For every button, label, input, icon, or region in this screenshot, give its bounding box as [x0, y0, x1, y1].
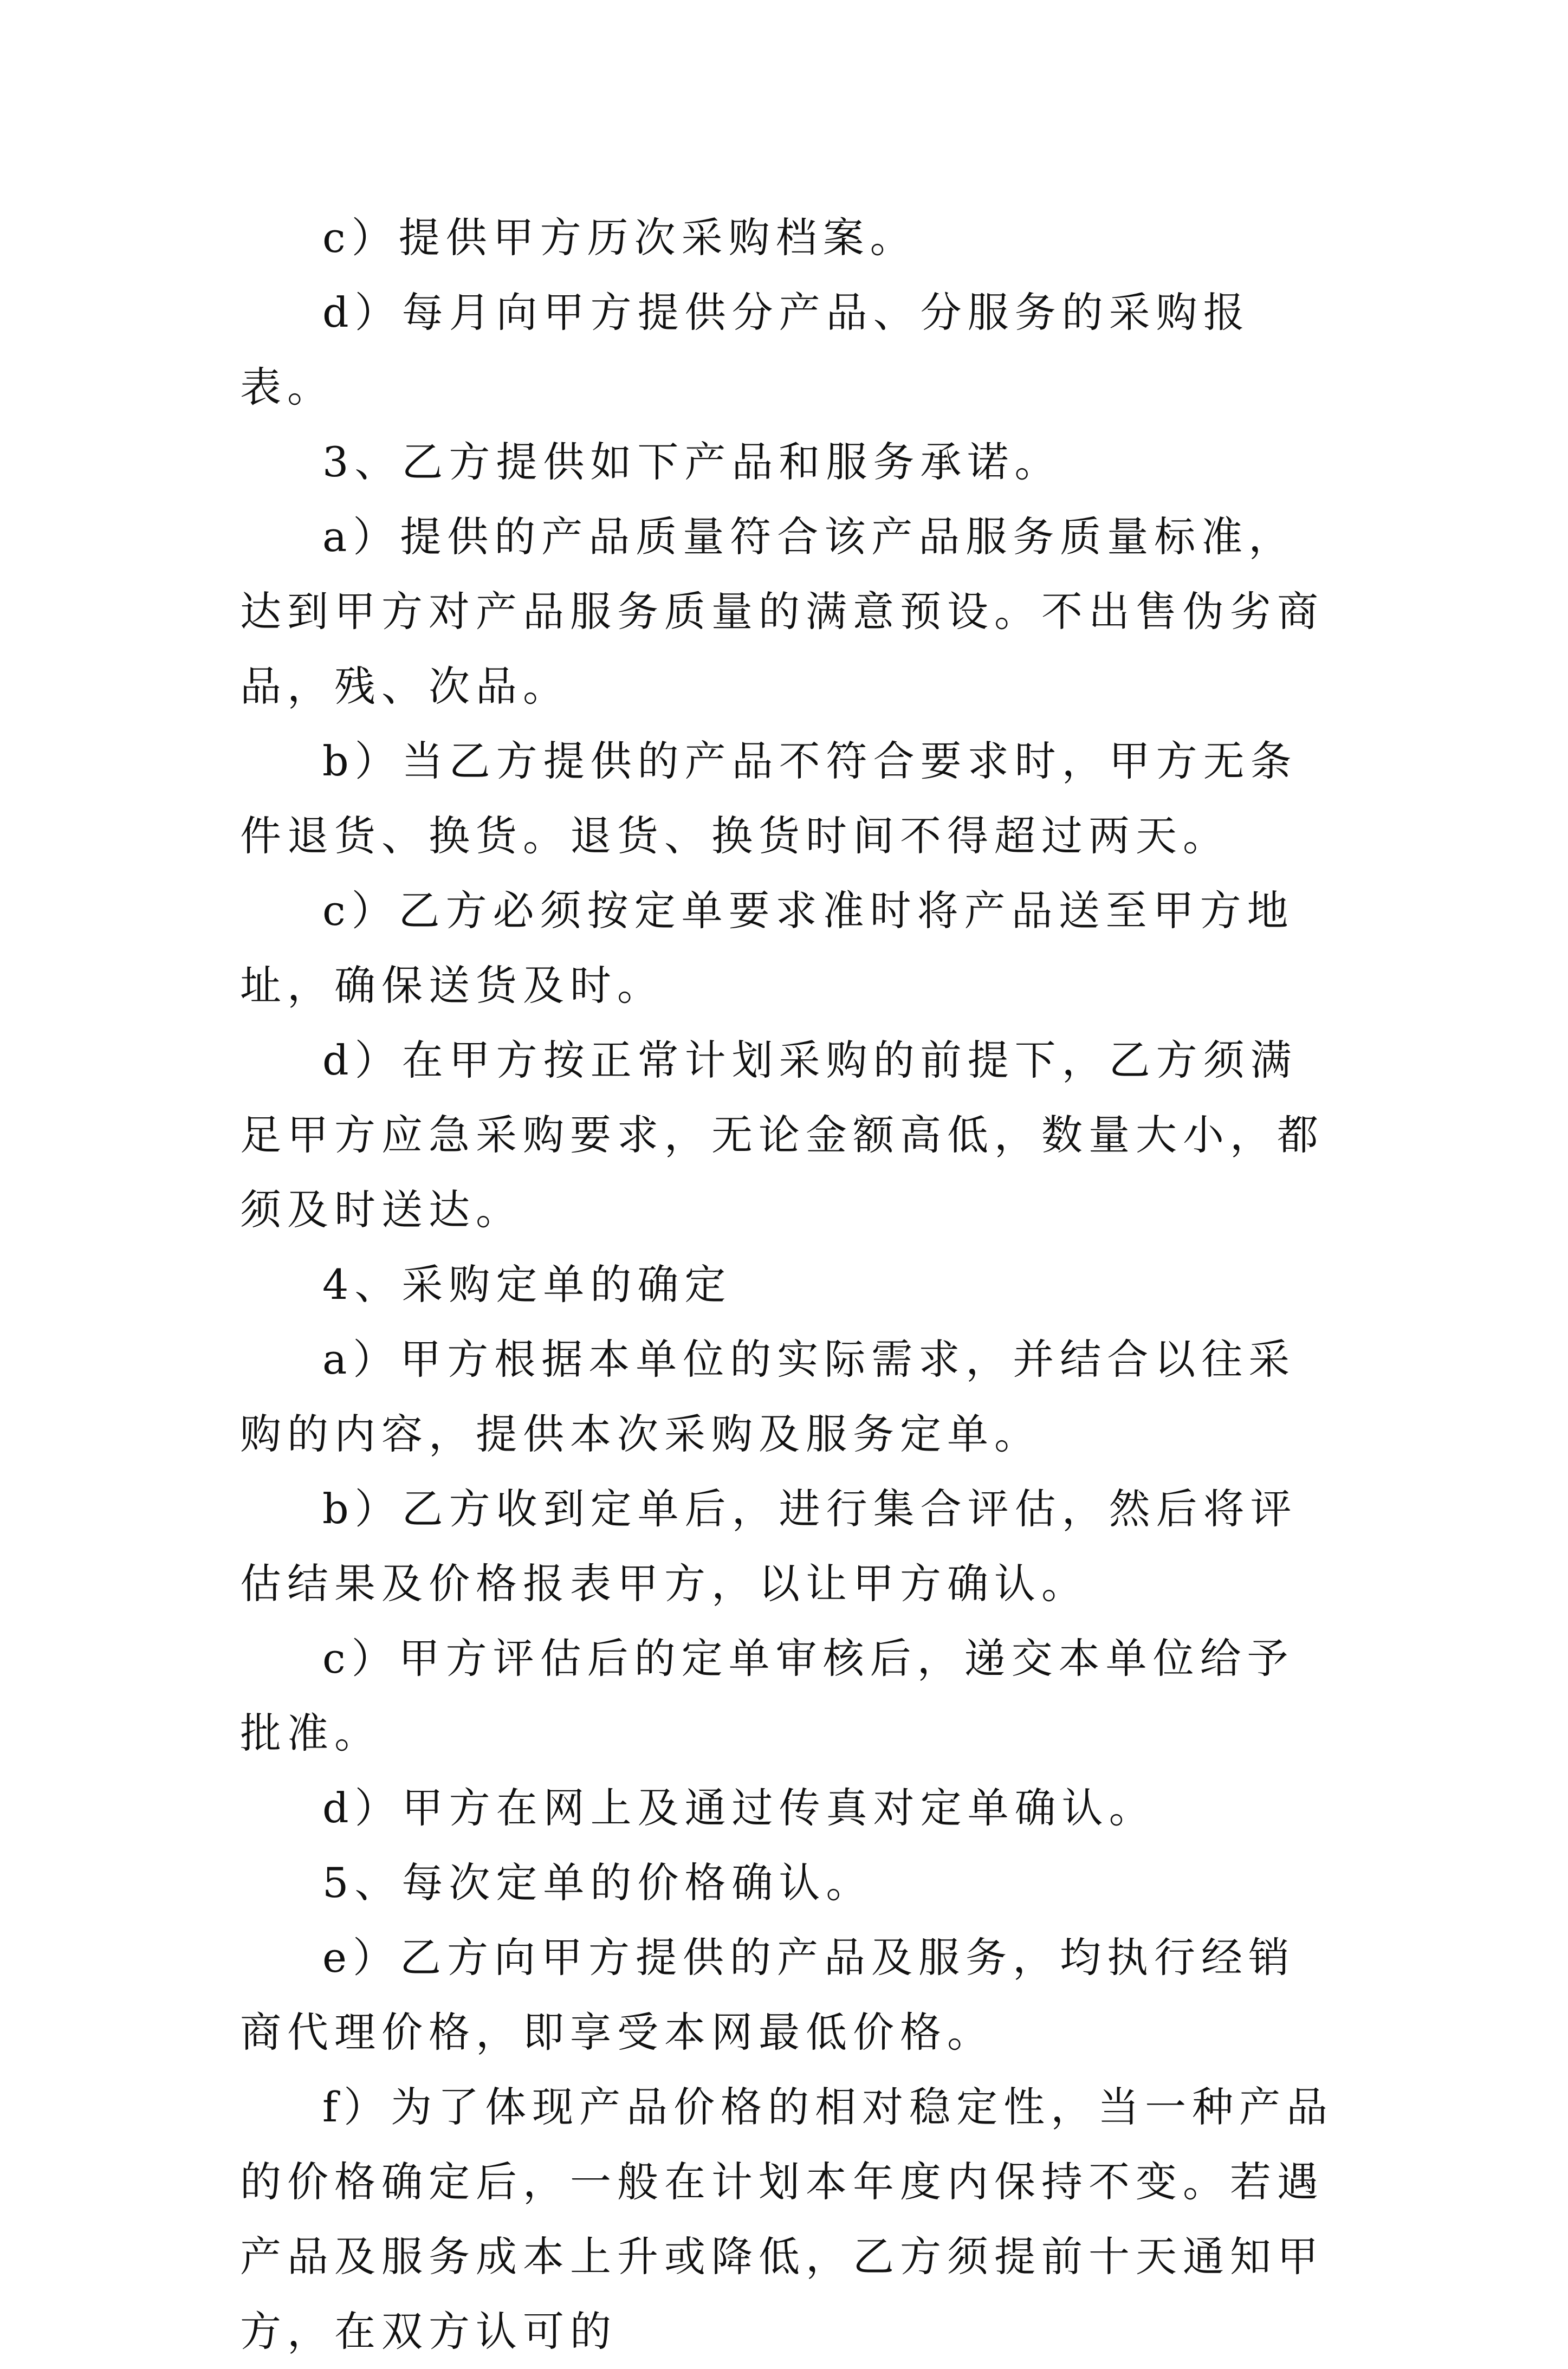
paragraph-c-approval: c）甲方评估后的定单审核后，递交本单位给予批准。 [240, 1634, 1294, 1757]
paragraph-b-returns: b）当乙方提供的产品不符合要求时，甲方无条件退货、换货。退货、换货时间不得超过两天。 [240, 737, 1298, 860]
paragraph-c-purchase-archive: c）提供甲方历次采购档案。 [322, 213, 917, 262]
section-5-heading: 5、每次定单的价格确认。 [322, 1859, 873, 1907]
paragraph-e-pricing: e）乙方向甲方提供的产品及服务，均执行经销商代理价格，即享受本网最低价格。 [240, 1933, 1295, 2056]
paragraph-d-monthly-report: d）每月向甲方提供分产品、分服务的采购报表。 [240, 288, 1250, 411]
paragraph-d-emergency: d）在甲方按正常计划采购的前提下，乙方须满足甲方应急采购要求，无论金额高低，数量大小，都须及时送达。 [240, 1036, 1324, 1234]
paragraph-b-evaluation: b）乙方收到定单后，进行集合评估，然后将评估结果及价格报表甲方，以让甲方确认。 [240, 1485, 1298, 1608]
paragraph-a-quality: a）提供的产品质量符合该产品服务质量标准，达到甲方对产品服务质量的满意预设。不出售伪劣商品，残、次品。 [240, 513, 1324, 710]
section-4-heading: 4、采购定单的确定 [322, 1260, 732, 1309]
paragraph-f-price-stability: f）为了体现产品价格的相对稳定性，当一种产品的价格确定后，一般在计划本年度内保持不变。若遇产品及服务成本上升或降低，乙方须提前十天通知甲方，在双方认可的 [240, 2083, 1334, 2355]
section-3-heading: 3、乙方提供如下产品和服务承诺。 [322, 438, 1062, 486]
document-body [240, 200, 1334, 2369]
paragraph-d-confirmation: d）甲方在网上及通过传真对定单确认。 [322, 1784, 1156, 1832]
paragraph-a-order-needs: a）甲方根据本单位的实际需求，并结合以往采购的内容，提供本次采购及服务定单。 [240, 1335, 1296, 1458]
paragraph-c-delivery: c）乙方必须按定单要求准时将产品送至甲方地址，确保送货及时。 [240, 886, 1294, 1009]
